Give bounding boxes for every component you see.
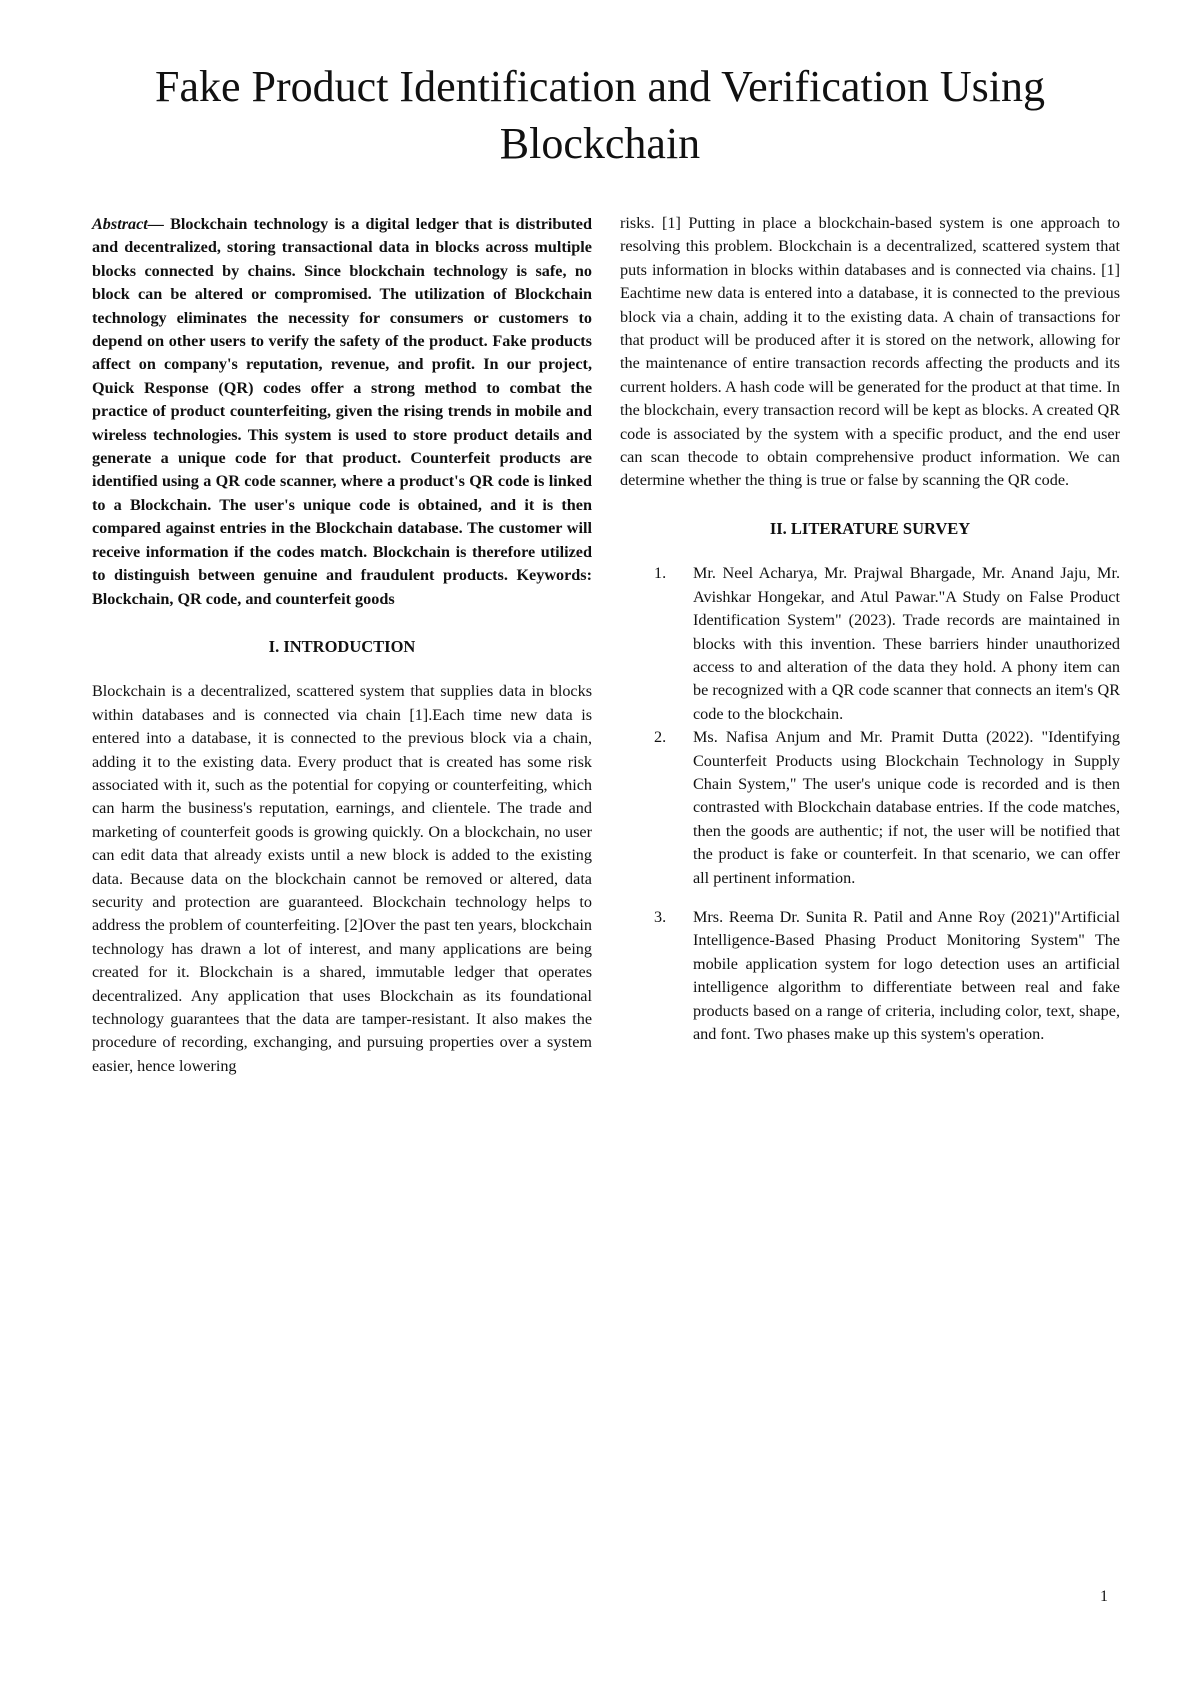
section-heading-literature-survey: II. LITERATURE SURVEY: [769, 518, 971, 538]
list-item: [620, 906, 1120, 1046]
left-column: [92, 213, 592, 1078]
list-item-text: Mrs. Reema Dr. Sunita R. Patil and Anne Roy (2021)"Artificial Intelligence-Based Phasing Product Monitoring System" The mobile application system for logo detection uses an artificial intelligence algorithm to differentiate between real and fake products based on a range of criteria, including color, text, shape, and font. Two phases make up this system's operation.: [693, 907, 1120, 1043]
list-item-text: Mr. Neel Acharya, Mr. Prajwal Bhargade, Mr. Anand Jaju, Mr. Avishkar Hongekar, and Atul Pawar."A Study on False Product Identification System" (2023). Trade records are maintained in blocks with this invention. These barriers hinder unauthorized access to and alteration of the data they hold. A phony item can be recognized with a QR code scanner that connects an item's QR code to the blockchain.: [693, 564, 1120, 723]
list-item-number: 3.: [654, 907, 667, 926]
section-heading-introduction: I. INTRODUCTION: [268, 636, 416, 656]
introduction-paragraph-right: risks. [1] Putting in place a blockchain-based system is one approach to resolving this problem. Blockchain is a decentralized, scattered system that puts information in blocks within databases and is connected via chains. [1] Eachtime new data is entered into a database, it is connected to the previous block via a chain, adding it to the existing data. A chain of transactions for that product will be produced after it is stored on the network, allowing for the maintenance of entire transaction records affecting the products and its current holders. A hash code will be generated for the product at that time. In the blockchain, every transaction record will be kept as blocks. A created QR code is associated by the system with a specific product, and the end user can scan thecode to obtain comprehensive product information. We can determine whether the thing is true or false by scanning the QR code.: [620, 214, 1120, 490]
list-item-text: Ms. Nafisa Anjum and Mr. Pramit Dutta (2022). "Identifying Counterfeit Products using Blockchain Technology in Supply Chain System," The user's unique code is recorded and is then contrasted with Blockchain database entries. If the code matches, then the goods are authentic; if not, the user will be notified that the product is fake or counterfeit. In that scenario, we can offer all pertinent information.: [693, 728, 1120, 887]
introduction-paragraph-left: Blockchain is a decentralized, scattered system that supplies data in blocks within databases and is connected via chain [1].Each time new data is entered into a database, it is connected to the previous block via a chain, adding it to the existing data. Every product that is created has some risk associated with it, such as the potential for copying or counterfeiting, which can harm the business's reputation, earnings, and clientele. The trade and marketing of counterfeit goods is growing quickly. On a blockchain, no user can edit data that already exists until a new block is added to the existing data. Because data on the blockchain cannot be removed or altered, data security and protection are guaranteed. Blockchain technology helps to address the problem of counterfeiting. [2]Over the past ten years, blockchain technology has drawn a lot of interest, and many applications are being created for it. Blockchain is a shared, immutable ledger that operates decentralized. Any application that uses Blockchain as its foundational technology guarantees that the data are tamper-resistant. It also makes the procedure of recording, exchanging, and pursuing properties over a system easier, hence lowering: [92, 682, 592, 1075]
list-item: [620, 726, 1120, 890]
literature-survey-list: [620, 562, 1120, 1046]
abstract: [92, 213, 592, 611]
list-item: [620, 562, 1120, 726]
right-column: [620, 213, 1120, 1046]
list-item-number: 1.: [654, 564, 667, 583]
paper-title: Fake Product Identification and Verification Using Blockchain: [155, 62, 1045, 168]
abstract-label: Abstract—: [92, 215, 164, 233]
abstract-text: Blockchain technology is a digital ledger that is distributed and decentralized, storing transactional data in blocks across multiple blocks connected by chains. Since blockchain technology is safe, no block can be altered or compromised. The utilization of Blockchain technology eliminates the necessity for consumers or customers to depend on other users to verify the safety of the product. Fake products affect on company's reputation, revenue, and profit. In our project, Quick Response (QR) codes offer a strong method to combat the practice of product counterfeiting, given the rising trends in mobile and wireless technologies. This system is used to store product details and generate a unique code for that product. Counterfeit products are identified using a QR code scanner, where a product's QR code is linked to a Blockchain. The user's unique code is obtained, and it is then compared against entries in the Blockchain database. The customer will receive information if the codes match. Blockchain is therefore utilized to distinguish between genuine and fraudulent products. Keywords: Blockchain, QR code, and counterfeit goods: [92, 215, 592, 608]
page-number: 1: [1100, 1588, 1108, 1605]
list-item-number: 2.: [654, 728, 667, 747]
